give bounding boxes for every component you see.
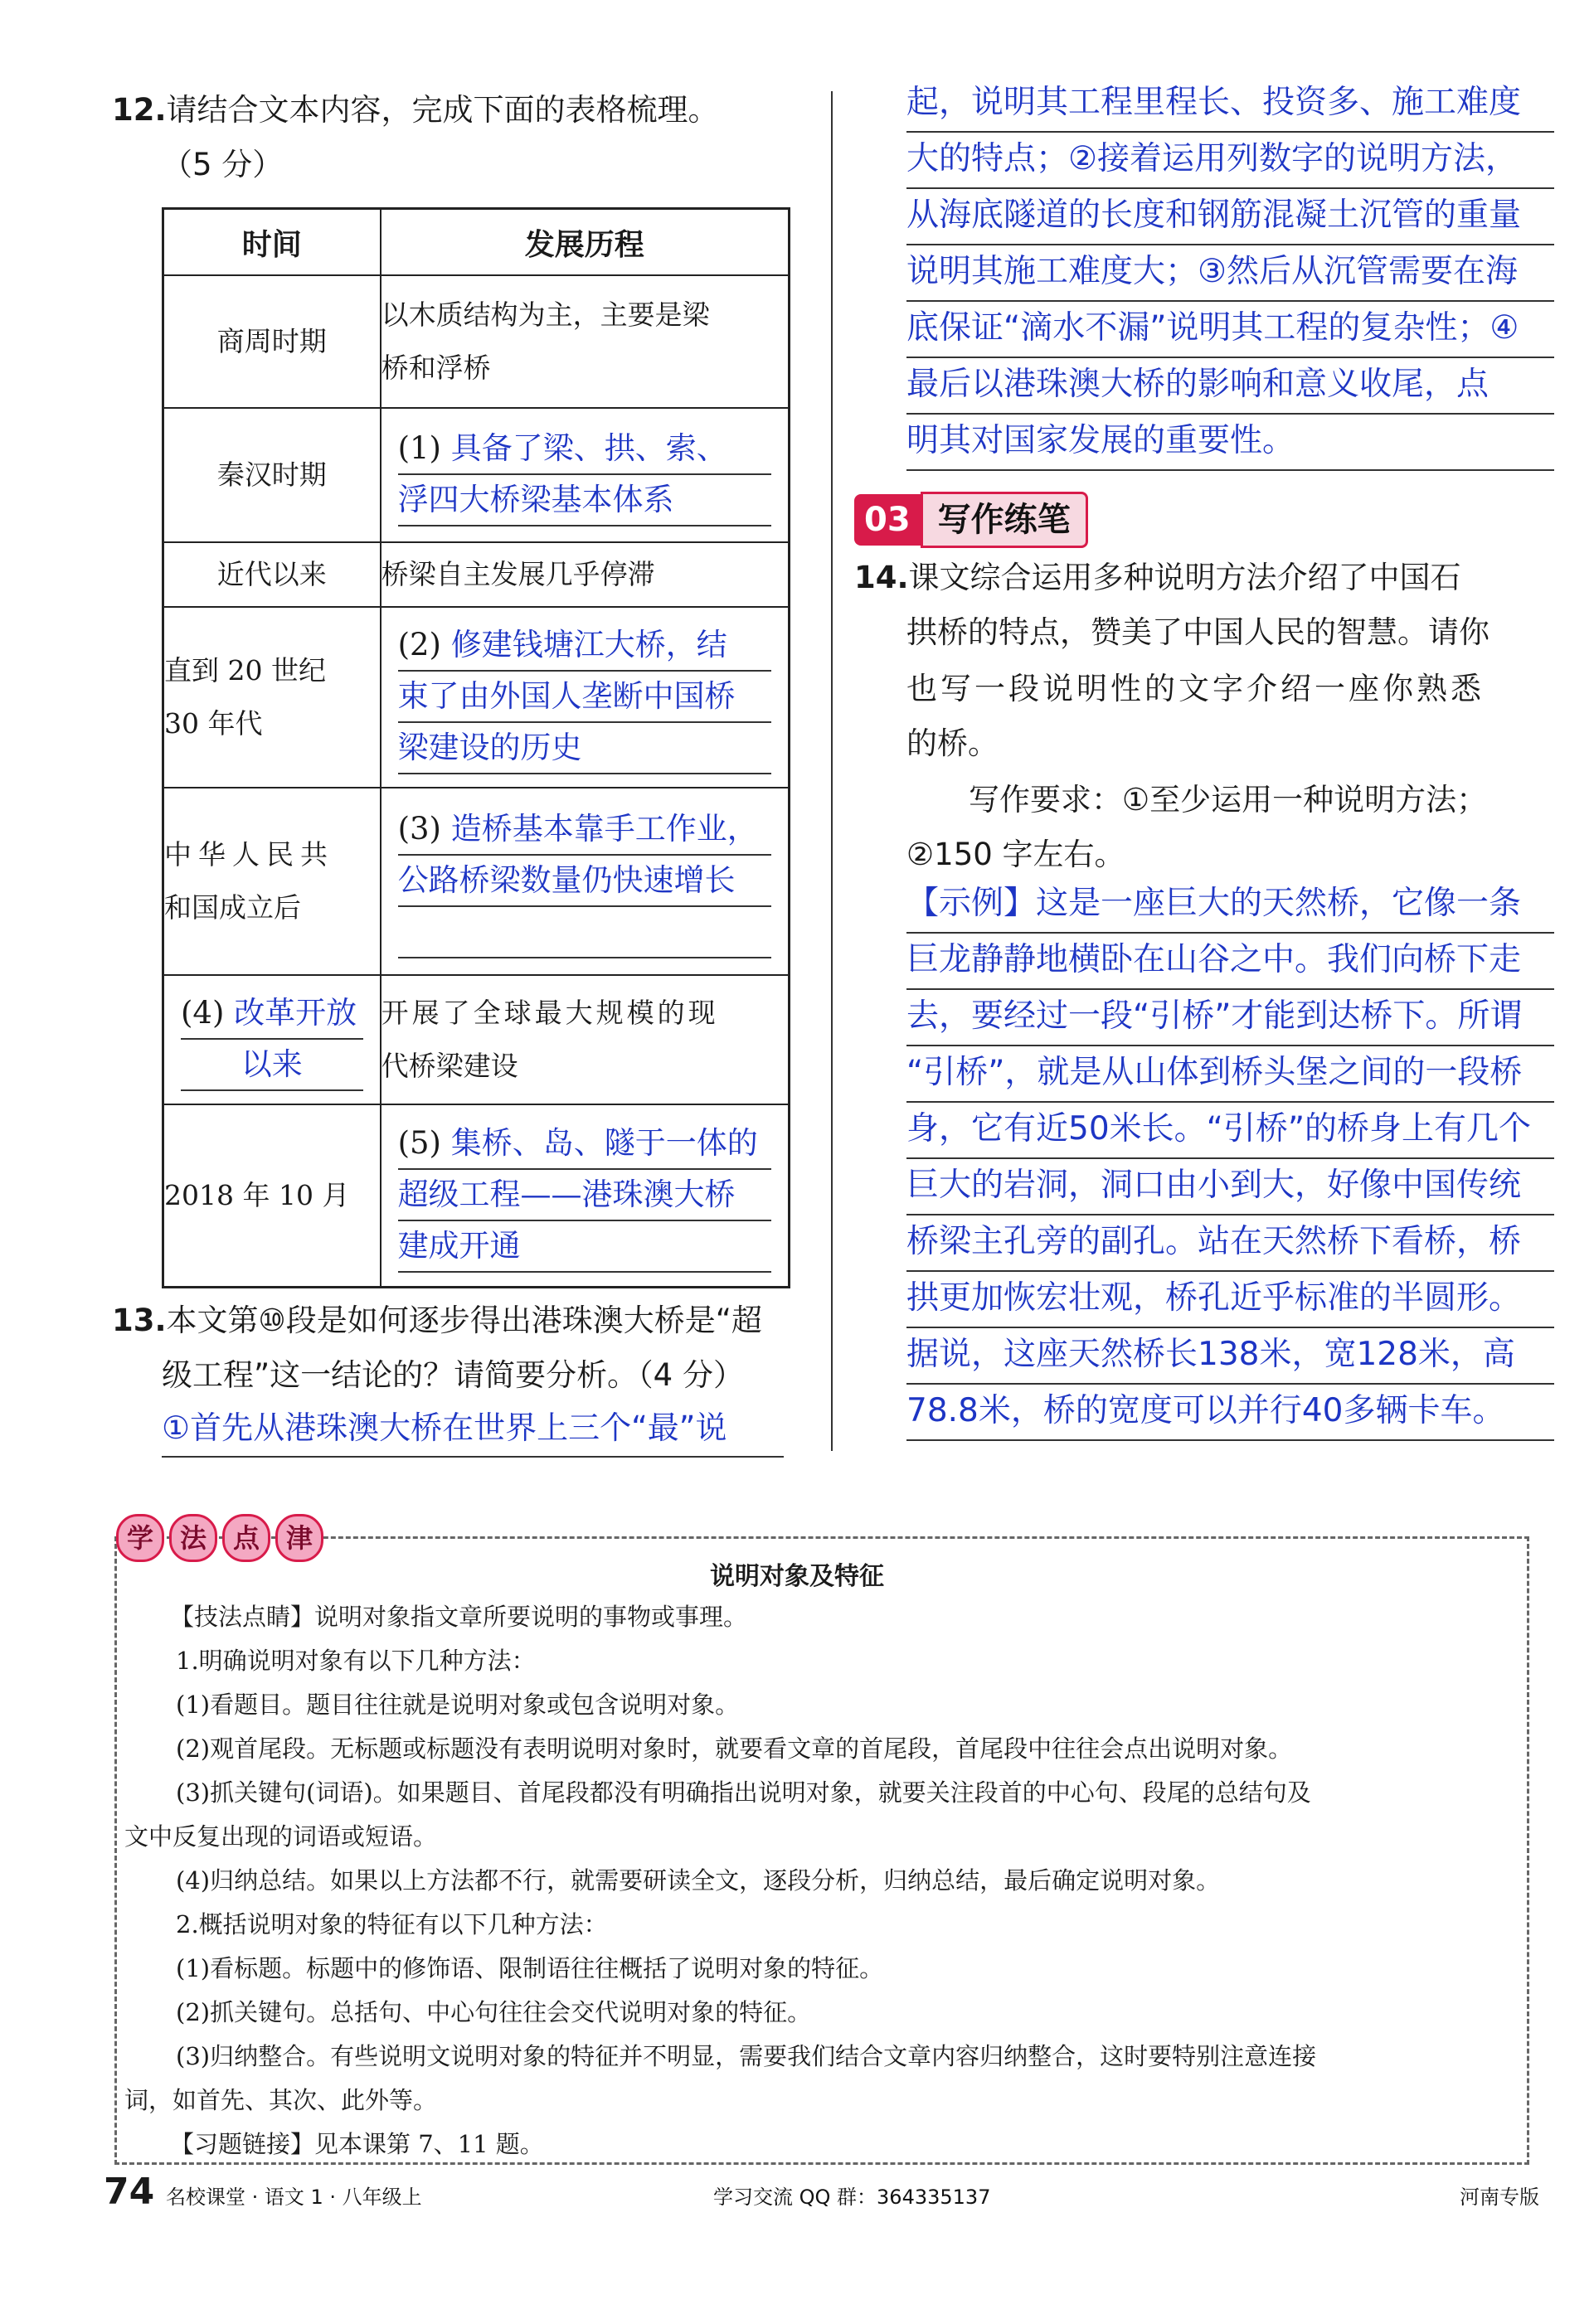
- answer-text: 集桥、岛、隧于一体的: [450, 1124, 758, 1161]
- study-tips-badge: 学 法 点 津: [116, 1514, 323, 1562]
- q13-answer-line: 底保证“滴水不漏”说明其工程的复杂性；④: [906, 302, 1554, 358]
- study-line: (2)抓关键句。总括句、中心句往往会交代说明对象的特征。: [176, 1998, 812, 2026]
- study-line: 2.概括说明对象的特征有以下几种方法：: [176, 1910, 608, 1938]
- study-line: 文中反复出现的词语或短语。: [124, 1822, 438, 1851]
- answer-text: 修建钱塘江大桥，结: [450, 627, 727, 662]
- q13-answer-line: 大的特点；②接着运用列数字的说明方法，: [906, 133, 1554, 189]
- section-03-badge: [854, 492, 1088, 547]
- answer-text: 建成开通: [398, 1221, 771, 1273]
- q14-line2: 拱桥的特点，赞美了中国人民的智慧。请你: [906, 614, 1490, 650]
- time-cell: 直到 20 世纪 30 年代: [163, 607, 381, 788]
- study-line: (1)看标题。标题中的修饰语、限制语往往概括了说明对象的特征。: [176, 1954, 884, 1982]
- study-line: 【习题链接】见本课第 7、11 题。: [170, 2130, 544, 2158]
- table-row: [163, 542, 790, 607]
- q14-number: 14.: [854, 560, 909, 595]
- sample-line: 巨大的岩洞，洞口由小到大，好像中国传统: [906, 1159, 1554, 1215]
- sample-label: 【示例】: [906, 885, 1037, 922]
- time-cell: 秦汉时期: [163, 408, 381, 542]
- answer-cell: (5) 集桥、岛、隧于一体的 超级工程——港珠澳大桥 建成开通: [381, 1104, 790, 1287]
- study-line: 【技法点睛】说明对象指文章所要说明的事物或事理。: [170, 1603, 748, 1631]
- study-line: 1.明确说明对象有以下几种方法：: [176, 1647, 536, 1675]
- table-row: [163, 1104, 790, 1287]
- footer-book: 名校课堂 · 语文 1 · 八年级上: [166, 2186, 422, 2209]
- sample-line: 巨龙静静地横卧在山谷之中。我们向桥下走: [906, 934, 1554, 990]
- q14-requirement-2: ②150 字左右。: [906, 837, 1125, 872]
- answer-cell: (2) 修建钱塘江大桥，结 束了由外国人垄断中国桥 梁建设的历史: [381, 607, 790, 788]
- answer-text: 超级工程——港珠澳大桥: [398, 1170, 771, 1221]
- answer-text: 梁建设的历史: [398, 723, 771, 774]
- table-header-row: [163, 209, 790, 276]
- history-cell: 以木质结构为主，主要是梁 桥和浮桥: [381, 275, 790, 408]
- q12-title: [112, 83, 719, 138]
- answer-text: 改革开放: [234, 995, 357, 1031]
- time-cell: 近代以来: [163, 542, 381, 607]
- q12-number: 12.: [112, 92, 167, 128]
- column-divider: [831, 91, 833, 1451]
- time-cell: 中华人民共 和国成立后: [163, 788, 381, 975]
- time-cell: 2018 年 10 月: [163, 1104, 381, 1287]
- study-line: (2)观首尾段。无标题或标题没有表明说明对象时，就要看文章的首尾段，首尾段中往往会点出说明对象。: [176, 1735, 1293, 1763]
- q13-answer-line: 起，说明其工程里程长、投资多、施工难度: [906, 76, 1554, 133]
- history-cell: 桥梁自主发展几乎停滞: [381, 542, 790, 607]
- section-title: 写作练笔: [921, 492, 1088, 548]
- history-table: [162, 207, 790, 1288]
- header-time: 时间: [163, 209, 381, 276]
- section-number: 03: [854, 494, 921, 546]
- q13-answer-line: 说明其施工难度大；③然后从沉管需要在海: [906, 245, 1554, 302]
- study-line: (3)归纳整合。有些说明文说明对象的特征并不明显，需要我们结合文章内容归纳整合，这时要特别注意连接: [176, 2042, 1317, 2070]
- q13-answer-line: 明其对国家发展的重要性。: [906, 415, 1554, 471]
- sample-line: 拱更加恢宏壮观，桥孔近乎标准的半圆形。: [906, 1272, 1554, 1328]
- study-line: (1)看题目。题目往往就是说明对象或包含说明对象。: [176, 1691, 740, 1719]
- sample-line: 【示例】这是一座巨大的天然桥，它像一条: [906, 877, 1554, 934]
- page-number: 74: [104, 2171, 155, 2213]
- q12-score: （5 分）: [162, 147, 284, 182]
- q13-line2: 级工程”这一结论的？请简要分析。（4 分）: [162, 1357, 744, 1393]
- answer-cell: (1) 具备了梁、拱、索、 浮四大桥梁基本体系: [381, 408, 790, 542]
- answer-text: 公路桥梁数量仍快速增长: [398, 856, 771, 907]
- answer-text: 以来: [181, 1040, 363, 1091]
- q13-number: 13.: [112, 1303, 167, 1338]
- q14-requirement-1: 写作要求：①至少运用一种说明方法；: [969, 782, 1488, 818]
- table-row: [163, 408, 790, 542]
- q12-text: 请结合文本内容，完成下面的表格梳理。: [166, 92, 719, 128]
- table-row: [163, 975, 790, 1104]
- q13-line1: 13.本文第⑩段是如何逐步得出港珠澳大桥是“超: [112, 1303, 762, 1338]
- table-row: [163, 607, 790, 788]
- answer-text: 束了由外国人垄断中国桥: [398, 672, 771, 723]
- history-cell: 开展了全球最大规模的现 代桥梁建设: [381, 975, 790, 1104]
- time-cell: 商周时期: [163, 275, 381, 408]
- q13-answer-line: ①首先从港珠澳大桥在世界上三个“最”说: [162, 1401, 784, 1458]
- sample-line: 据说，这座天然桥长138米，宽128米，高: [906, 1328, 1554, 1385]
- time-answer-cell: (4) 改革开放 以来: [163, 975, 381, 1104]
- answer-text: 具备了梁、拱、索、: [450, 430, 727, 466]
- q14-line1: 14.课文综合运用多种说明方法介绍了中国石: [854, 560, 1461, 595]
- table-row: [163, 788, 790, 975]
- q13-answer-line: 最后以港珠澳大桥的影响和意义收尾，点: [906, 358, 1554, 415]
- sample-line: 桥梁主孔旁的副孔。站在天然桥下看桥，桥: [906, 1215, 1554, 1272]
- study-line: 词，如首先、其次、此外等。: [124, 2086, 438, 2114]
- sample-line: 身，它有近50米长。“引桥”的桥身上有几个: [906, 1103, 1554, 1159]
- q14-line4: 的桥。: [906, 725, 999, 761]
- q14-line3: 也写一段说明性的文字介绍一座你熟悉: [906, 671, 1485, 706]
- study-line: (3)抓关键句(词语)。如果题目、首尾段都没有明确指出说明对象，就要关注段首的中心句、段尾的总结句及: [176, 1778, 1311, 1807]
- sample-line: 去，要经过一段“引桥”才能到达桥下。所谓: [906, 990, 1554, 1046]
- answer-cell: (3) 造桥基本靠手工作业， 公路桥梁数量仍快速增长: [381, 788, 790, 975]
- q13-answer-line: 从海底隧道的长度和钢筋混凝土沉管的重量: [906, 189, 1554, 245]
- header-history: 发展历程: [381, 209, 790, 276]
- answer-text: 浮四大桥梁基本体系: [398, 475, 771, 526]
- table-row: [163, 275, 790, 408]
- sample-line: “引桥”，就是从山体到桥头堡之间的一段桥: [906, 1046, 1554, 1103]
- footer-qq: 学习交流 QQ 群：364335137: [713, 2186, 991, 2209]
- sample-line: 78.8米，桥的宽度可以并行40多辆卡车。: [906, 1385, 1554, 1441]
- study-line: (4)归纳总结。如果以上方法都不行，就需要研读全文，逐段分析，归纳总结，最后确定说明对象。: [176, 1866, 1221, 1895]
- answer-text: 造桥基本靠手工作业，: [450, 811, 758, 847]
- footer-edition: 河南专版: [1460, 2186, 1539, 2209]
- study-title: 说明对象及特征: [710, 1562, 884, 1591]
